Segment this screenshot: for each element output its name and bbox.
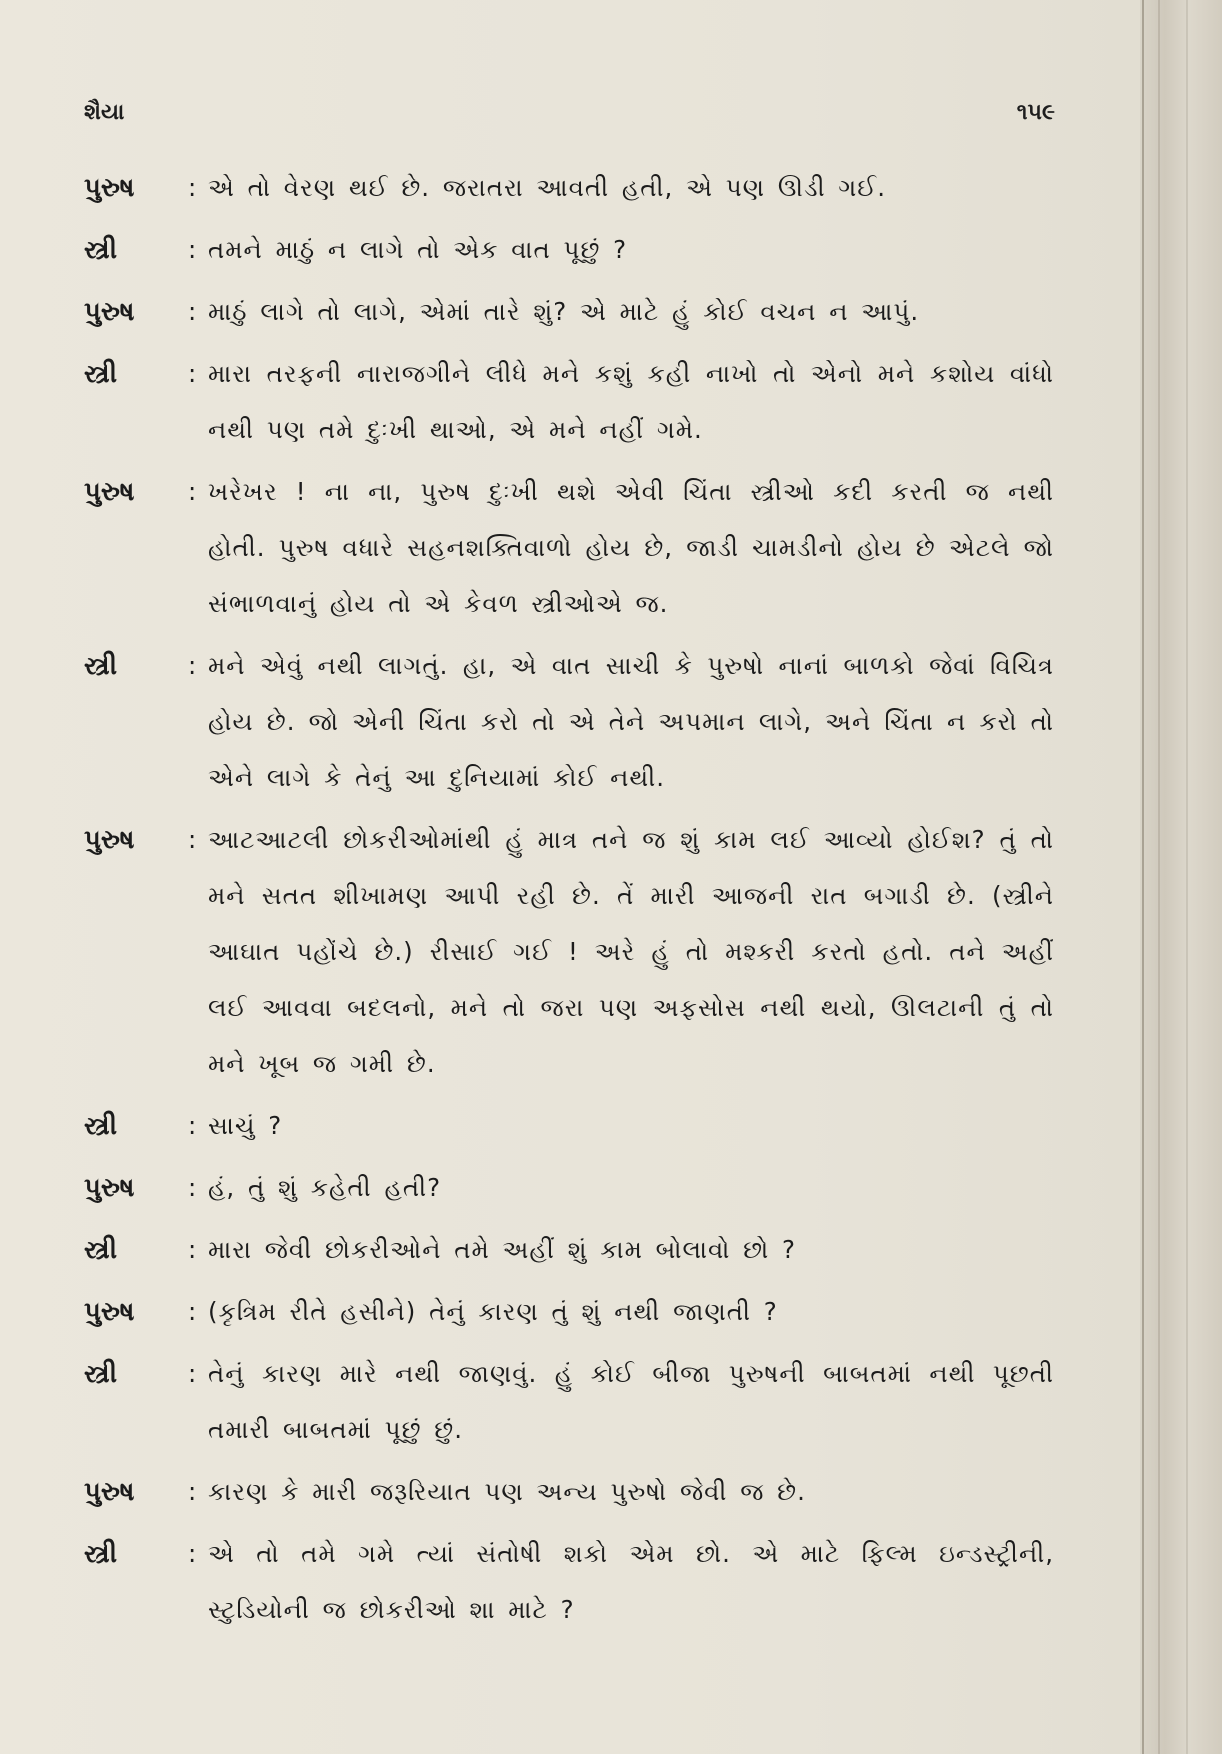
speech-text: મારા જેવી છોકરીઓને તમે અહીં શું કામ બોલાવો છો ? [208,1235,797,1264]
adjacent-page-edge [1140,0,1222,1754]
colon: : [188,173,197,202]
speech-text: એ તો વેરણ થઈ છે. જરાતરા આવતી હતી, એ પણ ઊડી ગઈ. [208,173,886,202]
dialogue-entry [84,1346,1054,1458]
speaker-label: સ્ત્રી [84,1235,118,1265]
page-number: ૧૫૯ [1016,100,1055,125]
page-edge-line [1158,0,1160,1754]
speech-text: હં, તું શું કહેતી હતી? [208,1173,442,1202]
colon: : [188,1359,197,1388]
colon: : [188,235,197,264]
speaker-label: સ્ત્રી [84,1111,118,1141]
dialogue-entry [84,346,1054,458]
speech-text: તમને માઠું ન લાગે તો એક વાત પૂછું ? [208,235,628,264]
dialogue-entry [84,160,1054,216]
colon: : [188,477,197,506]
colon: : [188,1235,197,1264]
speaker-label: સ્ત્રી [84,235,118,265]
dialogue-entry [84,1464,1054,1520]
speech-text: સાચું ? [208,1111,283,1140]
speaker-label: સ્ત્રી [84,359,118,389]
speaker-label: પુરુષ [84,1297,135,1327]
colon: : [188,1111,197,1140]
colon: : [188,1539,197,1568]
speech-text: તેનું કારણ મારે નથી જાણવું. હું કોઈ બીજા પુરુષની બાબતમાં નથી પૂછતી તમારી બાબતમાં પૂછું છું. [208,1359,1054,1444]
speech-text: એ તો તમે ગમે ત્યાં સંતોષી શકો એમ છો. એ માટે ફિલ્મ ઇન્ડસ્ટ્રીની, સ્ટુડિયોની જ છોકરીઓ શા માટે ? [208,1539,1054,1624]
dialogue-entry [84,812,1054,1092]
dialogue [84,160,1054,1644]
dialogue-entry [84,1526,1054,1638]
speaker-label: પુરુષ [84,825,135,855]
speaker-label: પુરુષ [84,1477,135,1507]
speaker-label: પુરુષ [84,173,135,203]
colon: : [188,1477,197,1506]
dialogue-entry [84,1098,1054,1154]
speaker-label: સ્ત્રી [84,1539,118,1569]
speech-text: માઠું લાગે તો લાગે, એમાં તારે શું? એ માટે હું કોઈ વચન ન આપું. [208,297,920,326]
page-header [84,100,1055,134]
dialogue-entry [84,284,1054,340]
page-edge-line [1142,0,1144,1754]
speech-text: મને એવું નથી લાગતું. હા, એ વાત સાચી કે પુરુષો નાનાં બાળકો જેવાં વિચિત્ર હોય છે. જો એની ચિંતા કરો તો એ તેને અપમાન લાગે, અને ચિંતા ન કરો તો એને લાગે કે તેનું આ દુનિયામાં કોઈ નથી. [208,651,1054,792]
speaker-label: સ્ત્રી [84,1359,118,1389]
speech-text: આટઆટલી છોકરીઓમાંથી હું માત્ર તને જ શું કામ લઈ આવ્યો હોઈશ? તું તો મને સતત શીખામણ આપી રહી છે. તેં મારી આજની રાત બગાડી છે. (સ્ત્રીને આઘાત પહોંચે છે.) રીસાઈ ગઈ ! અરે હું તો મશ્કરી કરતો હતો. તને અહીં લઈ આવવા બદલનો, મને તો જરા પણ અફસોસ નથી થયો, ઊલટાની તું તો મને ખૂબ જ ગમી છે. [208,825,1054,1078]
colon: : [188,359,197,388]
dialogue-entry [84,1222,1054,1278]
dialogue-entry [84,1284,1054,1340]
colon: : [188,825,197,854]
speech-text: ખરેખર ! ના ના, પુરુષ દુઃખી થશે એવી ચિંતા સ્ત્રીઓ કદી કરતી જ નથી હોતી. પુરુષ વધારે સહનશક્તિવાળો હોય છે, જાડી ચામડીનો હોય છે એટલે જો સંભાળવાનું હોય તો એ કેવળ સ્ત્રીઓએ જ. [208,477,1054,618]
colon: : [188,1173,197,1202]
dialogue-entry [84,638,1054,806]
speaker-label: સ્ત્રી [84,651,118,681]
speech-text: કારણ કે મારી જરૂરિયાત પણ અન્ય પુરુષો જેવી જ છે. [208,1477,806,1506]
dialogue-entry [84,222,1054,278]
colon: : [188,1297,197,1326]
speaker-label: પુરુષ [84,297,135,327]
colon: : [188,651,197,680]
speech-text: મારા તરફની નારાજગીને લીધે મને કશું કહી નાખો તો એનો મને કશોય વાંધો નથી પણ તમે દુઃખી થાઓ, એ મને નહીં ગમે. [208,359,1054,444]
running-head: શૈયા [84,100,125,125]
speaker-label: પુરુષ [84,1173,135,1203]
page-edge-line [1186,0,1188,1754]
speech-text: (કૃત્રિમ રીતે હસીને) તેનું કારણ તું શું નથી જાણતી ? [208,1297,778,1326]
dialogue-entry [84,464,1054,632]
speaker-label: પુરુષ [84,477,135,507]
dialogue-entry [84,1160,1054,1216]
colon: : [188,297,197,326]
